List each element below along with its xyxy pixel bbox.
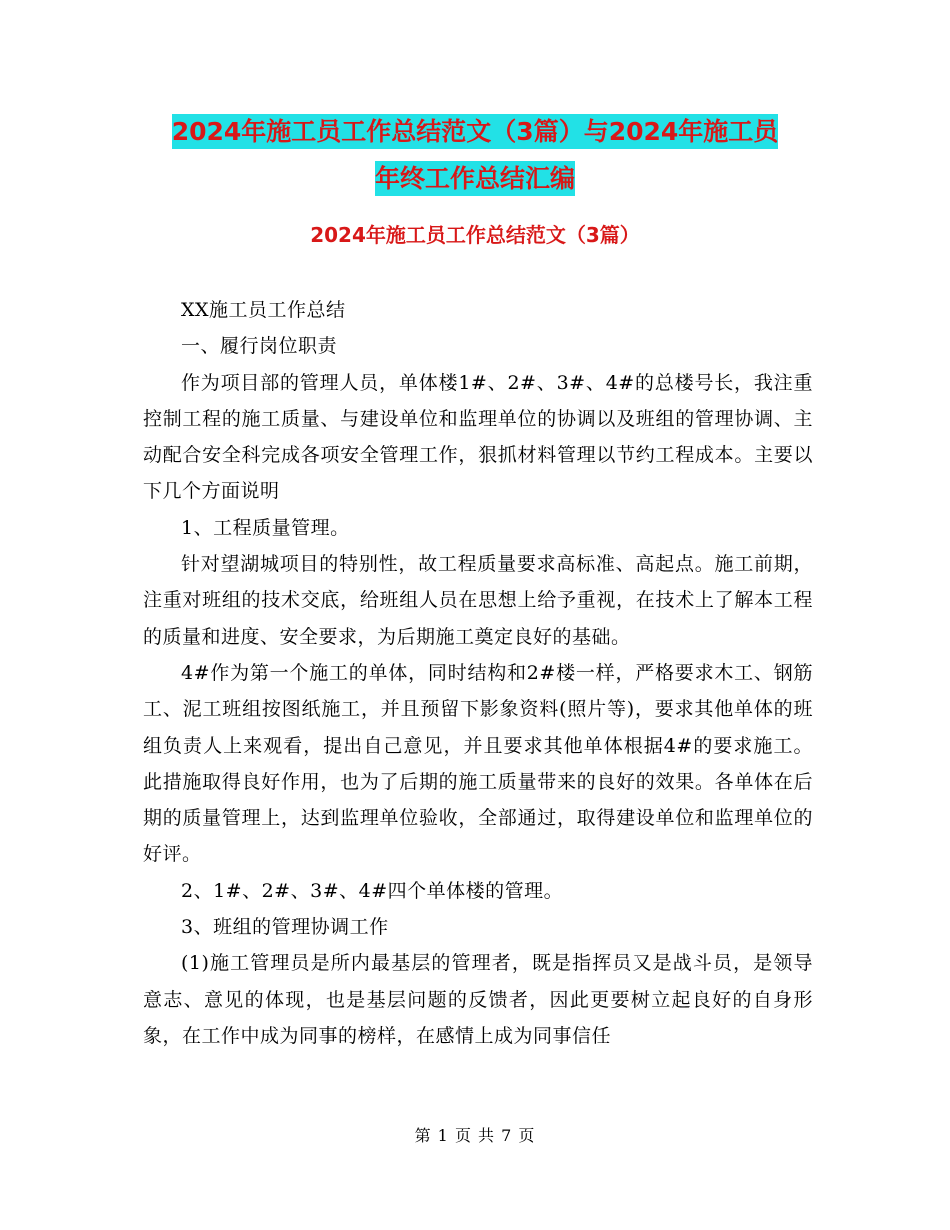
paragraph-heading-buildings: 2、1#、2#、3#、4#四个单体楼的管理。 bbox=[181, 879, 564, 902]
paragraph-heading-duties: 一、履行岗位职责 bbox=[181, 335, 338, 358]
paragraph-quality-standards: 针对望湖城项目的特别性，故工程质量要求高标准、高起点。施工前期，注重对班组的技术交底，给班组人员在思想上给予重视，在技术上了解本工程的质量和进度、安全要求，为后期施工奠定良好的基础。 bbox=[143, 553, 813, 648]
paragraph-role: 作为项目部的管理人员，单体楼1#、2#、3#、4#的总楼号长，我注重控制工程的施工质量、与建设单位和监理单位的协调以及班组的管理协调、主动配合安全科完成各项安全管理工作，狠抓材料管理以节约工程成本。主要以下几个方面说明 bbox=[143, 371, 813, 503]
document-title bbox=[0, 108, 950, 202]
document-body bbox=[143, 292, 813, 1054]
document-title-line-1: 2024年施工员工作总结范文（3篇）与2024年施工员 bbox=[172, 114, 779, 149]
section-title: 2024年施工员工作总结范文（3篇） bbox=[310, 223, 640, 247]
document-title-line-2: 年终工作总结汇编 bbox=[375, 161, 575, 196]
paragraph-heading-quality: 1、工程质量管理。 bbox=[181, 516, 350, 539]
paragraph-heading-summary: XX施工员工作总结 bbox=[181, 299, 346, 321]
page-footer: 第 1 页 共 7 页 bbox=[414, 1126, 536, 1145]
paragraph-manager-role: (1)施工管理员是所内最基层的管理者，既是指挥员又是战斗员，是领导意志、意见的体现，也是基层问题的反馈者，因此更要树立起良好的自身形象，在工作中成为同事的榜样，在感情上成为同事信任 bbox=[143, 952, 813, 1047]
paragraph-heading-teams: 3、班组的管理协调工作 bbox=[181, 916, 389, 939]
paragraph-building-4: 4#作为第一个施工的单体，同时结构和2#楼一样，严格要求木工、钢筋工、泥工班组按图纸施工，并且预留下影象资料(照片等)，要求其他单体的班组负责人上来观看，提出自己意见，并且要求其他单体根据4#的要求施工。此措施取得良好作用，也为了后期的施工质量带来的良好的效果。各单体在后期的质量管理上，达到监理单位验收，全部通过，取得建设单位和监理单位的好评。 bbox=[143, 661, 813, 866]
